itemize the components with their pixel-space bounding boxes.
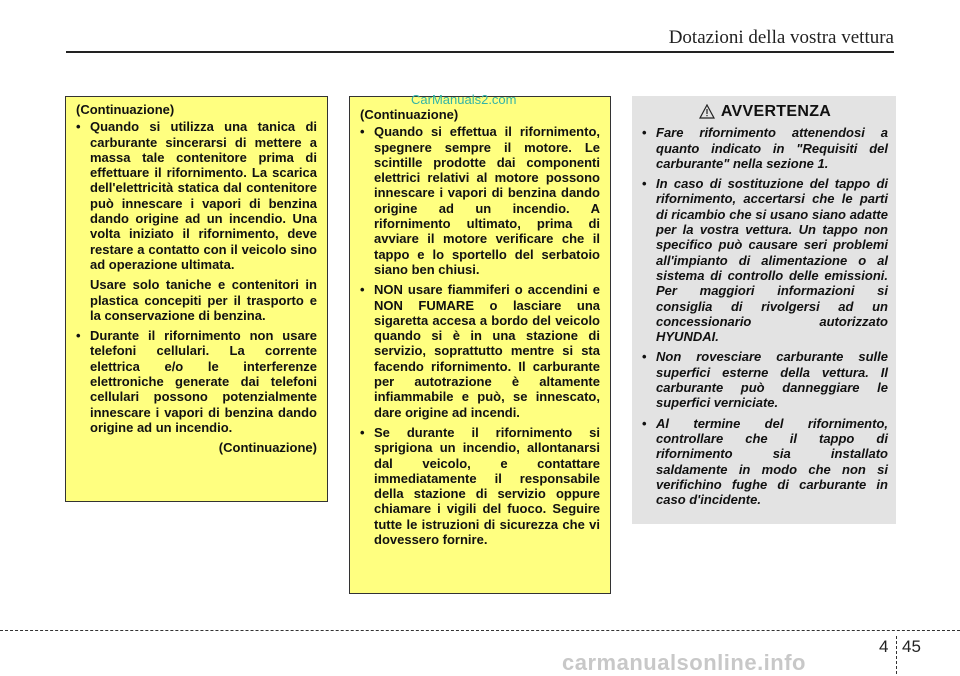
watermark-text: CarManuals2.com <box>411 92 517 107</box>
page-header-title: Dotazioni della vostra vettura <box>668 27 894 48</box>
section-number: 4 <box>879 637 889 656</box>
page-number: 45 <box>902 637 921 656</box>
bullet-list <box>76 328 317 435</box>
bullet-item: • Non rovesciare carburante sulle superfici esterne della vettura. Il carburante può danneggiare le superfici verniciate. <box>642 349 888 410</box>
warning-triangle-icon <box>699 104 715 119</box>
bullet-item: • Al termine del rifornimento, controllare che il tappo di rifornimento sia installato saldamente in modo che non si verifichino fughe di carburante in caso d'incidente. <box>642 416 888 508</box>
bullet-list <box>360 124 600 547</box>
warning-box <box>632 96 896 524</box>
continuation-label: (Continuazione) <box>76 102 175 117</box>
bullet-item: • Fare rifornimento attenendosi a quanto indicato in "Requisiti del carburante" nella sezione 1. <box>642 125 888 171</box>
footer-rule <box>0 630 960 631</box>
page-number-separator <box>896 636 897 674</box>
continuation-footer: (Continuazione) <box>218 440 317 456</box>
continuation-label: (Continuazione) <box>360 107 459 122</box>
bullet-list <box>76 119 317 272</box>
footer-watermark: carmanualsonline.info <box>562 650 806 675</box>
bullet-item: • In caso di sostituzione del tappo di rifornimento, accertarsi che le parti di ricambio che si usano siano adatte per la vostra vettura. Un tappo non specifico può causare seri problemi all'impianto di alimentazione o al sistema di controllo delle emissioni. Per maggiori informazioni si consiglia di rivolgersi ad un concessionario autorizzato HYUNDAI. <box>642 176 888 344</box>
bullet-item: • Durante il rifornimento non usare telefoni cellulari. La corrente elettrica e/o le interferenze elettroniche generate dai telefoni cellulari possono potenzialmente innescare i vapori di benzina dando origine ad un incendio. <box>76 328 317 435</box>
caution-box-left <box>65 96 328 502</box>
warning-title: AVVERTENZA <box>720 103 832 120</box>
header-rule <box>66 51 894 53</box>
bullet-item: • Se durante il rifornimento si sprigiona un incendio, allontanarsi dal veicolo, e contattare immediatamente il responsabile della stazione di servizio oppure chiamare i vigili del fuoco. Seguire tutte le istruzioni di sicurezza che vi dovessero fornire. <box>360 425 600 547</box>
bullet-item: • NON usare fiammiferi o accendini e NON FUMARE o lasciare una sigaretta accesa a bordo del veicolo quando si è in una stazione di servizio, soprattutto mentre si sta facendo rifornimento. Il carburante per autotrazione è altamente infiammabile e può, se innescato, dare origine ad incendi. <box>360 282 600 420</box>
bullet-list <box>642 125 888 507</box>
bullet-paragraph: Usare solo taniche e contenitori in plastica concepiti per il trasporto e la conservazione di benzina. <box>90 277 317 323</box>
warning-header <box>642 104 888 119</box>
bullet-item: • Quando si utilizza una tanica di carburante sincerarsi di mettere a massa tale contenitore prima di effettuare il rifornimento. La scarica dell'elettricità statica dal contenitore può innescare i vapori di benzina dando origine ad un incendio. Una volta iniziato il rifornimento, deve restare a contatto con il veicolo sino ad operazione ultimata. <box>76 119 317 272</box>
caution-box-middle <box>349 96 611 594</box>
bullet-item: • Quando si effettua il rifornimento, spegnere sempre il motore. Le scintille prodotte dai componenti elettrici relativi al motore possono innescare i vapori di benzina dando origine ad un incendio. A rifornimento ultimato, prima di avviare il motore verificare che il tappo e lo sportello del serbatoio siano ben chiusi. <box>360 124 600 277</box>
